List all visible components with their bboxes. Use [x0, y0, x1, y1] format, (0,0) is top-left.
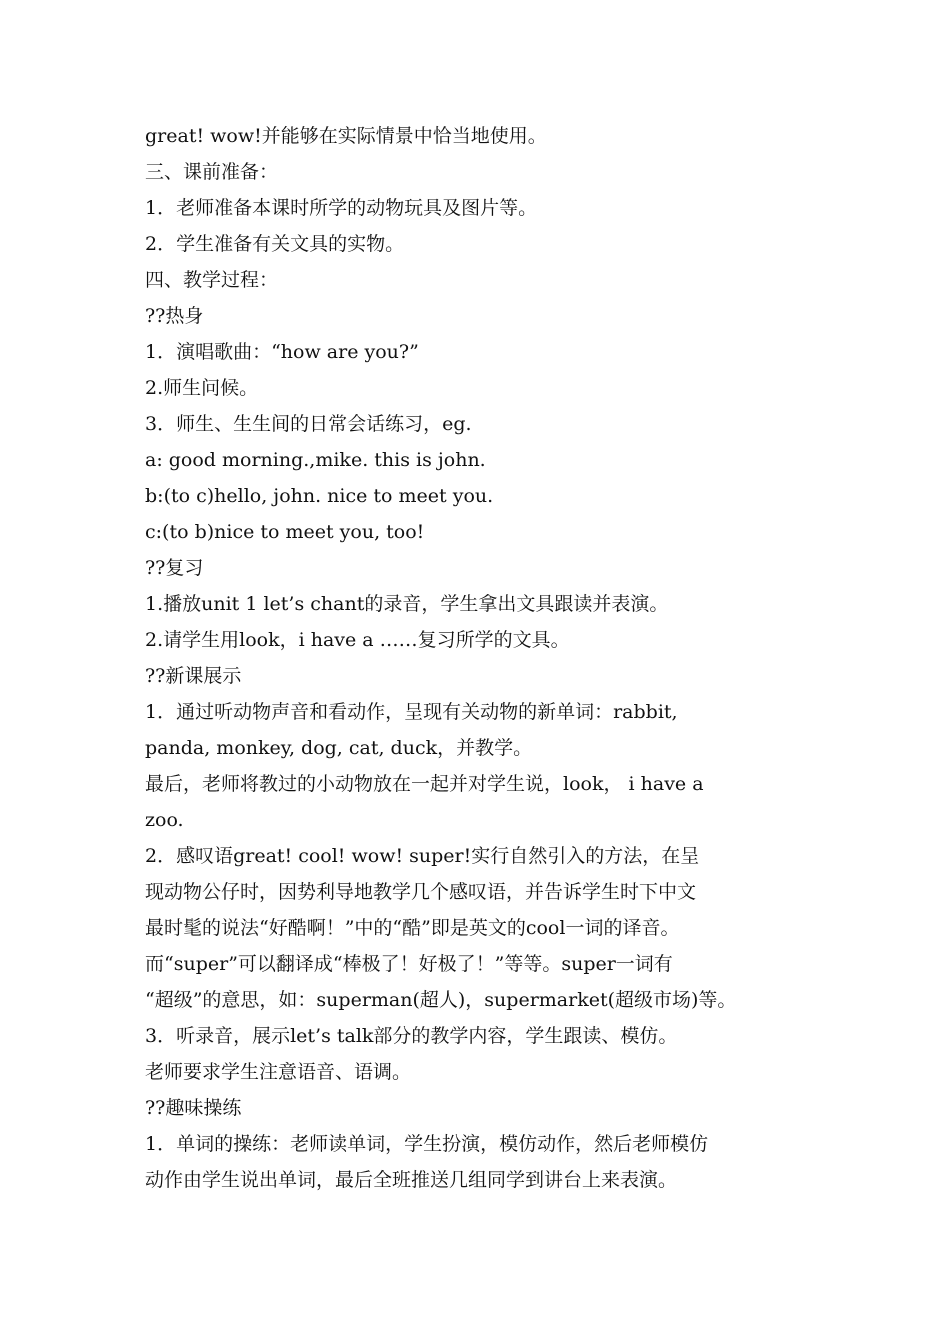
- text-line: 2．学生准备有关文具的实物。: [145, 233, 405, 255]
- section-heading: 三、课前准备：: [145, 161, 279, 183]
- text-line: 2．感叹语great! cool! wow! super!实行自然引入的方法，在呈: [145, 845, 700, 867]
- text-line: 最后，老师将教过的小动物放在一起并对学生说，look， i have a: [145, 773, 704, 795]
- text-line: 3．听录音，展示let’s talk部分的教学内容，学生跟读、模仿。: [145, 1025, 678, 1047]
- text-line: 1．老师准备本课时所学的动物玩具及图片等。: [145, 197, 538, 219]
- section-heading: 四、教学过程：: [145, 269, 279, 291]
- text-line: 1．演唱歌曲：“how are you?”: [145, 341, 419, 363]
- subsection-heading: ??复习: [145, 557, 204, 579]
- subsection-heading: ??新课展示: [145, 665, 242, 687]
- text-line: 2.师生问候。: [145, 377, 259, 399]
- dialogue-line: a: good morning.,mike. this is john.: [145, 449, 486, 471]
- text-line: 1．单词的操练：老师读单词，学生扮演，模仿动作，然后老师模仿: [145, 1133, 709, 1155]
- text-line: 1．通过听动物声音和看动作，呈现有关动物的新单词：rabbit,: [145, 701, 678, 723]
- dialogue-line: c:(to b)nice to meet you, too!: [145, 521, 425, 543]
- subsection-heading: ??热身: [145, 305, 204, 327]
- text-line: “超级”的意思，如：superman(超人)，supermarket(超级市场)等。: [145, 989, 737, 1011]
- subsection-heading: ??趣味操练: [145, 1097, 242, 1119]
- text-line: 现动物公仔时，因势利导地教学几个感叹语，并告诉学生时下中文: [145, 881, 697, 903]
- text-line: zoo.: [145, 809, 184, 831]
- text-line: panda, monkey, dog, cat, duck，并教学。: [145, 737, 533, 759]
- text-line: great! wow!并能够在实际情景中恰当地使用。: [145, 125, 547, 147]
- document-body: [145, 118, 825, 1198]
- text-line: 2.请学生用look，i have a ……复习所学的文具。: [145, 629, 570, 651]
- text-line: 动作由学生说出单词，最后全班推送几组同学到讲台上来表演。: [145, 1169, 678, 1191]
- dialogue-line: b:(to c)hello, john. nice to meet you.: [145, 485, 494, 507]
- text-line: 老师要求学生注意语音、语调。: [145, 1061, 412, 1083]
- text-line: 3．师生、生生间的日常会话练习，eg.: [145, 413, 472, 435]
- text-line: 最时髦的说法“好酷啊！”中的“酷”即是英文的cool一词的译音。: [145, 917, 680, 939]
- text-line: 1.播放unit 1 let’s chant的录音，学生拿出文具跟读并表演。: [145, 593, 669, 615]
- text-line: 而“super”可以翻译成“棒极了！好极了！”等等。super一词有: [145, 953, 673, 975]
